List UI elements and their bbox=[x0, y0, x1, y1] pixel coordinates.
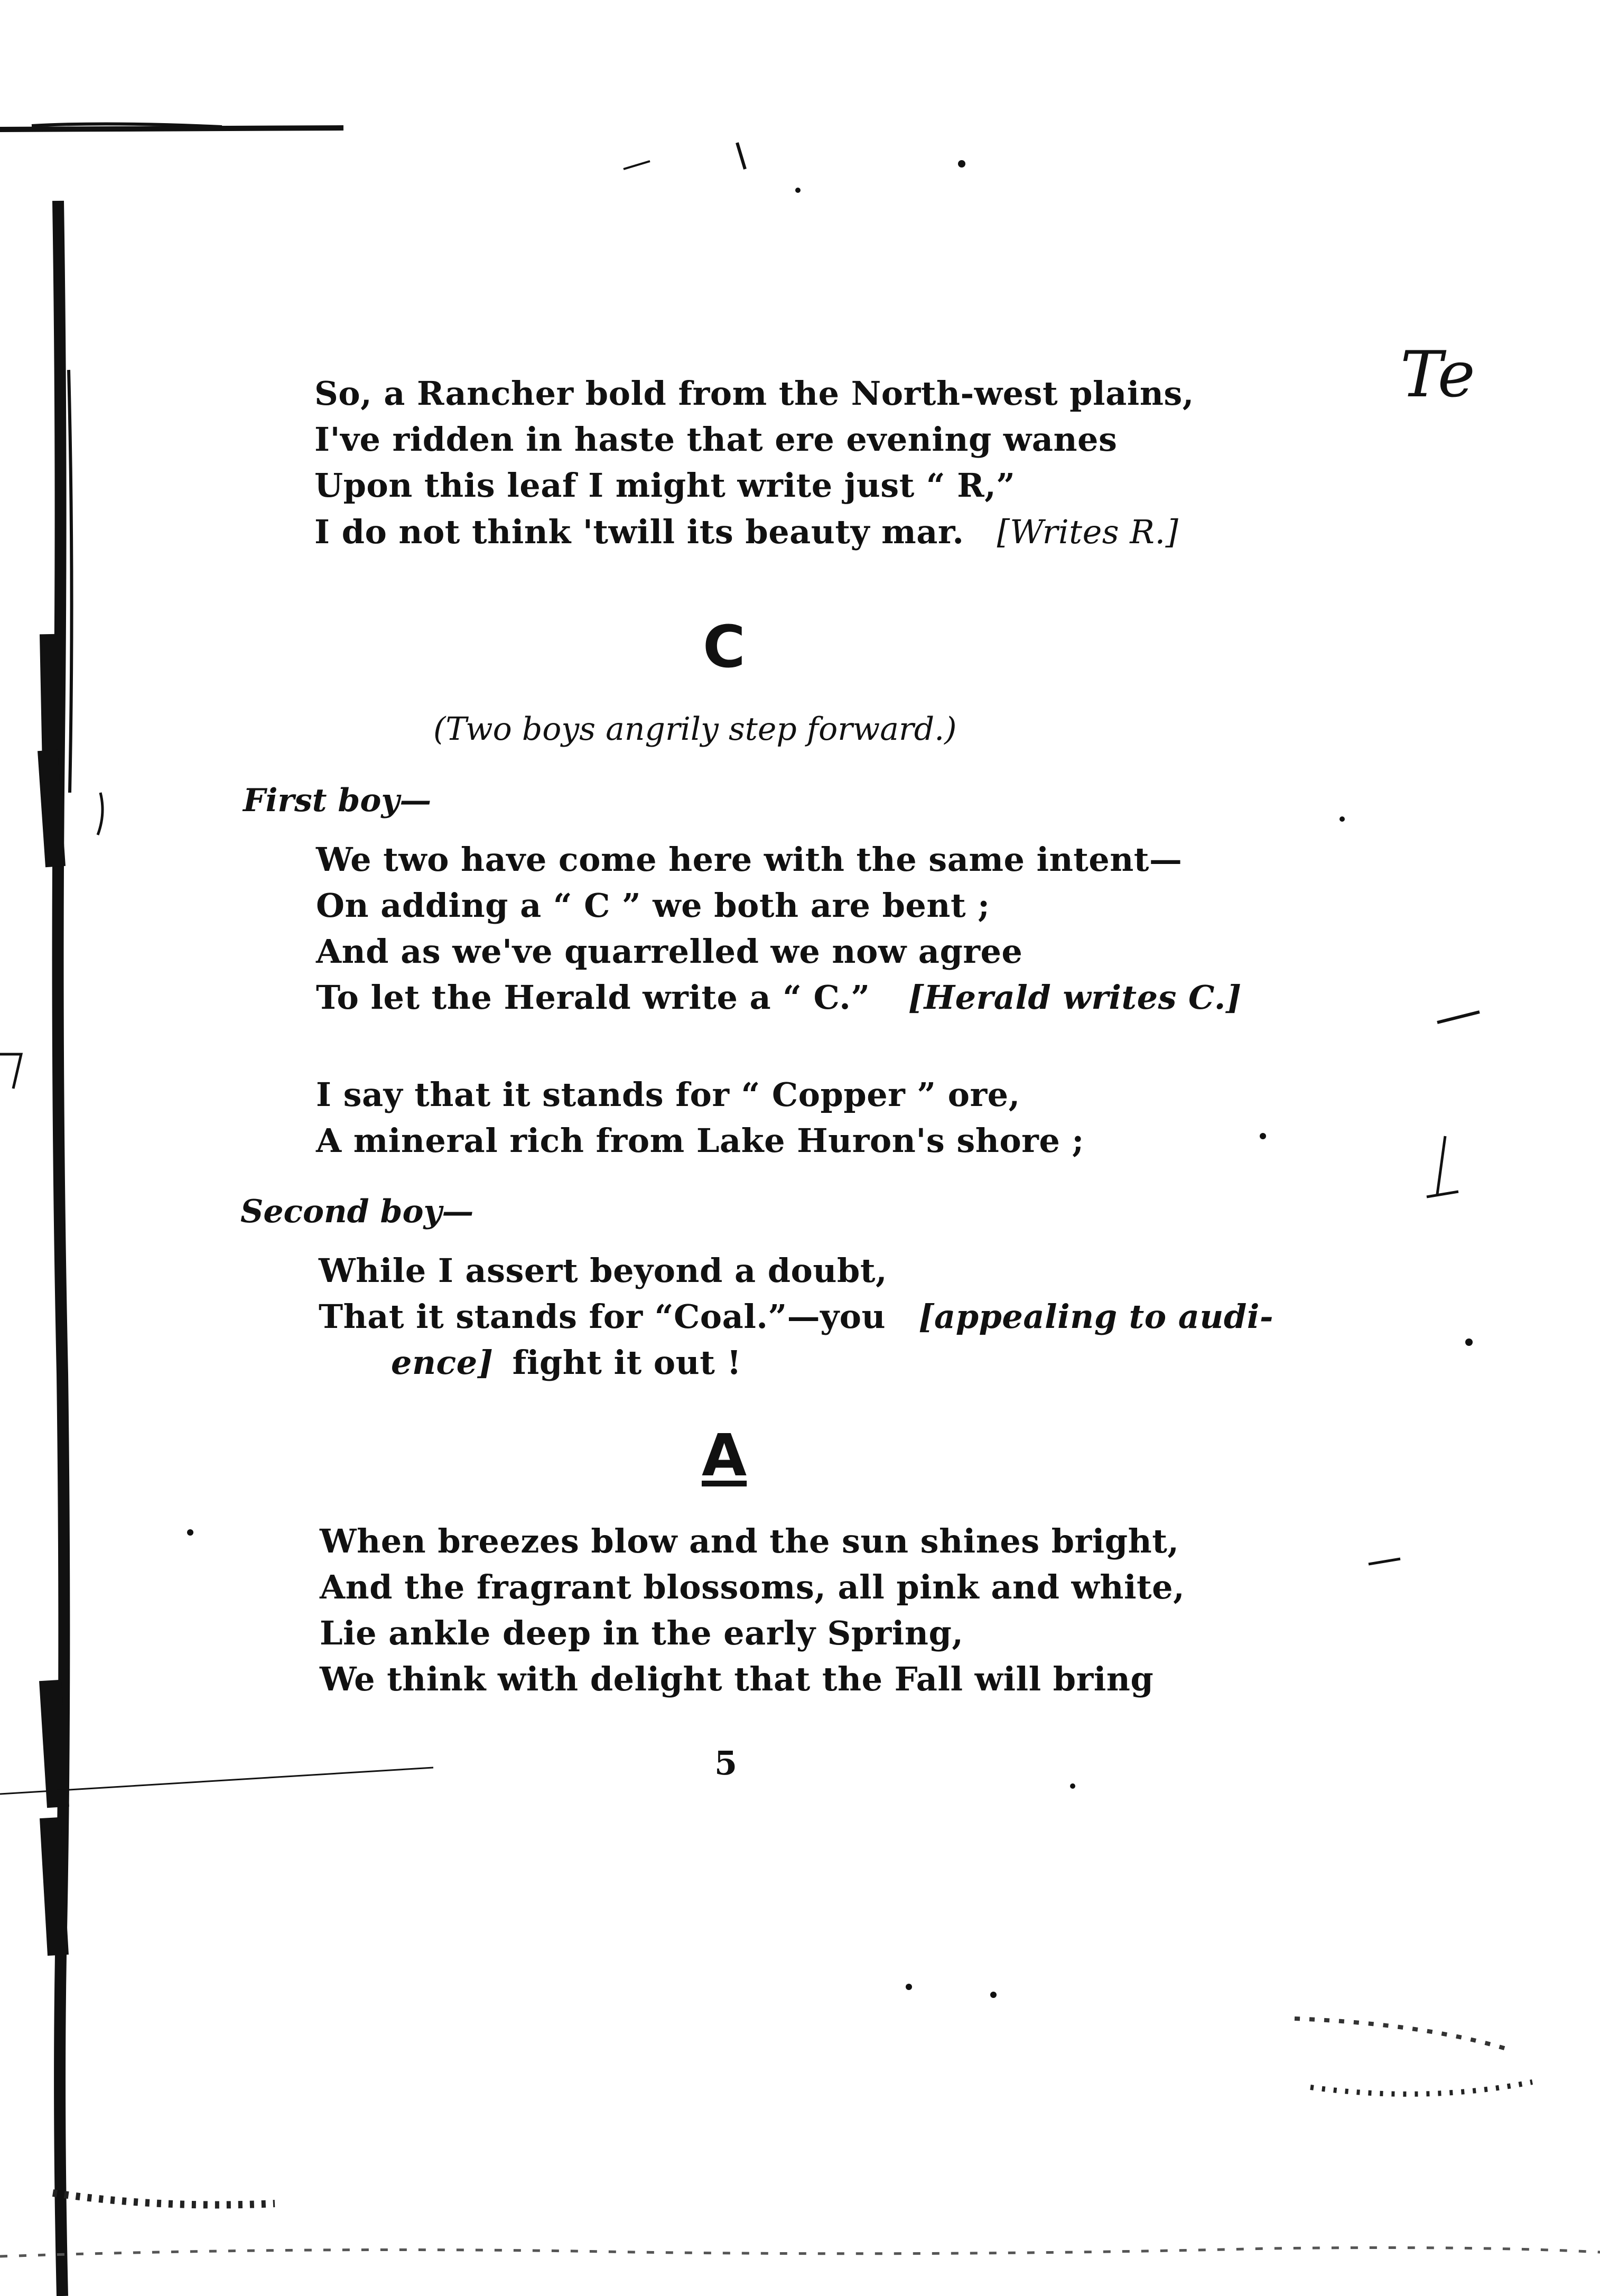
heading-a: A bbox=[702, 1421, 747, 1489]
second-boy-direction-2: ence] bbox=[391, 1343, 494, 1382]
stage-direction: (Two boys angrily step forward.) bbox=[433, 711, 957, 748]
speaker-second-boy: Second boy— bbox=[240, 1193, 474, 1230]
page-number: 5 bbox=[714, 1744, 738, 1782]
second-boy-line-1: While I assert beyond a doubt, bbox=[319, 1251, 888, 1290]
second-boy-direction-1: [appealing to audi- bbox=[918, 1297, 1274, 1336]
stanza-a-line-4: We think with delight that the Fall will bring bbox=[320, 1660, 1154, 1698]
stanza-r-line-1: So, a Rancher bold from the North-west plains, bbox=[314, 374, 1194, 413]
stanza-r-line-4-text: I do not think 'twill its beauty mar. bbox=[314, 513, 964, 551]
second-boy-line-2 bbox=[319, 1297, 1273, 1336]
first-boy-line-5: I say that it stands for “ Copper ” ore, bbox=[316, 1075, 1020, 1114]
first-boy-line-4 bbox=[316, 978, 1242, 1017]
handwritten-margin-note: Te bbox=[1400, 338, 1475, 412]
second-boy-line-3 bbox=[391, 1343, 741, 1382]
first-boy-line-4-text: To let the Herald write a “ C.” bbox=[316, 978, 870, 1017]
first-boy-line-1: We two have come here with the same intent— bbox=[316, 840, 1183, 879]
first-boy-line-2: On adding a “ C ” we both are bent ; bbox=[316, 886, 990, 925]
second-boy-tail: fight it out ! bbox=[512, 1343, 742, 1382]
stanza-a-line-2: And the fragrant blossoms, all pink and white, bbox=[320, 1568, 1185, 1606]
stanza-r-direction: [Writes R.] bbox=[997, 513, 1179, 551]
stanza-r-line-2: I've ridden in haste that ere evening wanes bbox=[314, 420, 1118, 459]
heading-c: C bbox=[703, 613, 746, 681]
first-boy-direction: [Herald writes C.] bbox=[908, 978, 1242, 1017]
stanza-r-line-3: Upon this leaf I might write just “ R,” bbox=[314, 466, 1016, 505]
stanza-a-line-1: When breezes blow and the sun shines bright, bbox=[320, 1522, 1179, 1560]
stanza-a-line-3: Lie ankle deep in the early Spring, bbox=[320, 1614, 964, 1652]
first-boy-line-3: And as we've quarrelled we now agree bbox=[316, 932, 1023, 971]
first-boy-line-6: A mineral rich from Lake Huron's shore ; bbox=[316, 1121, 1084, 1160]
speaker-first-boy: First boy— bbox=[243, 782, 432, 819]
stanza-r-line-4 bbox=[314, 513, 1178, 551]
second-boy-line-2-text: That it stands for “Coal.”—you bbox=[319, 1297, 886, 1336]
